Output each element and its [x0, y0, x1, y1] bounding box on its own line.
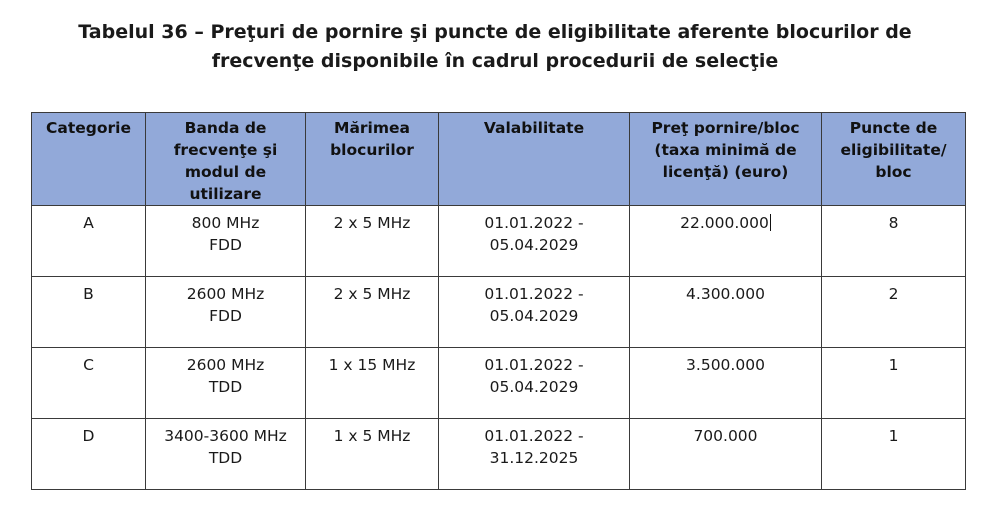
- text-cursor: [770, 214, 771, 231]
- document-title: [0, 18, 990, 76]
- cell-banda: 3400-3600 MHz TDD: [146, 419, 306, 490]
- table-row: [32, 348, 966, 419]
- header-banda: Banda de frecvenţe şi modul de utilizare: [146, 113, 306, 206]
- header-puncte: Puncte de eligibilitate/ bloc: [822, 113, 966, 206]
- table-row: [32, 277, 966, 348]
- header-valabilitate: Valabilitate: [439, 113, 630, 206]
- cell-pret: 700.000: [630, 419, 822, 490]
- cell-banda: 800 MHz FDD: [146, 206, 306, 277]
- header-marime: Mărimea blocurilor: [306, 113, 439, 206]
- cell-valabilitate: 01.01.2022 - 05.04.2029: [439, 206, 630, 277]
- title-line-1: Tabelul 36 – Preţuri de pornire şi puncte de eligibilitate aferente blocurilor de: [78, 21, 912, 43]
- pricing-table: [31, 112, 966, 490]
- header-pret: Preţ pornire/bloc (taxa minimă de licenţă) (euro): [630, 113, 822, 206]
- table-header-row: [32, 113, 966, 206]
- cell-pret: 3.500.000: [630, 348, 822, 419]
- cell-puncte: 1: [822, 419, 966, 490]
- header-categorie: Categorie: [32, 113, 146, 206]
- cell-valabilitate: 01.01.2022 - 05.04.2029: [439, 348, 630, 419]
- table-row: [32, 206, 966, 277]
- cell-pret[interactable]: [630, 206, 822, 277]
- title-line-2: frecvenţe disponibile în cadrul procedurii de selecţie: [211, 50, 779, 72]
- cell-categorie: B: [32, 277, 146, 348]
- cell-banda: 2600 MHz TDD: [146, 348, 306, 419]
- cell-puncte: 1: [822, 348, 966, 419]
- cell-pret: 4.300.000: [630, 277, 822, 348]
- cell-marime: 1 x 5 MHz: [306, 419, 439, 490]
- cell-categorie: A: [32, 206, 146, 277]
- cell-categorie: C: [32, 348, 146, 419]
- table-row: [32, 419, 966, 490]
- cell-banda: 2600 MHz FDD: [146, 277, 306, 348]
- cell-marime: 2 x 5 MHz: [306, 277, 439, 348]
- cell-categorie: D: [32, 419, 146, 490]
- cell-puncte: 8: [822, 206, 966, 277]
- cell-marime: 1 x 15 MHz: [306, 348, 439, 419]
- cell-valabilitate: 01.01.2022 - 05.04.2029: [439, 277, 630, 348]
- pret-value: 22.000.000: [680, 214, 769, 232]
- cell-marime: 2 x 5 MHz: [306, 206, 439, 277]
- cell-puncte: 2: [822, 277, 966, 348]
- cell-valabilitate: 01.01.2022 - 31.12.2025: [439, 419, 630, 490]
